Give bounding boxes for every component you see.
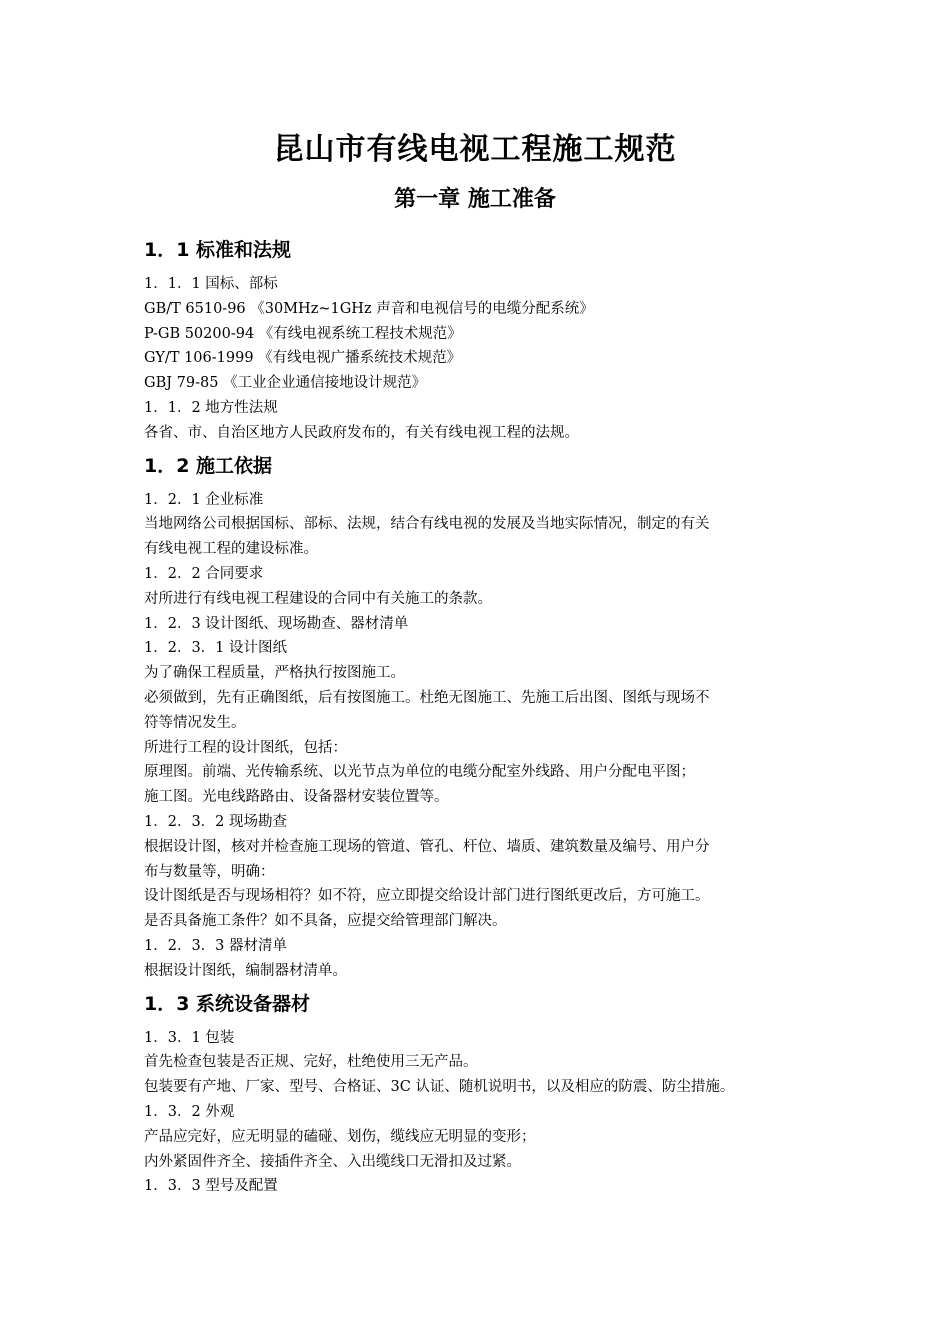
- subsection-heading: 1．2．3．3 器材清单: [144, 937, 288, 954]
- section-1-1: [144, 238, 834, 446]
- paragraph-line: 布与数量等，明确：: [144, 863, 275, 880]
- subsection-heading: 1．1．2 地方性法规: [144, 399, 278, 416]
- chapter-title: 第一章 施工准备: [394, 187, 556, 212]
- paragraph-line: 是否具备施工条件？如不具备，应提交给管理部门解决。: [144, 913, 507, 930]
- standard-item: GB/T 6510-96 《30MHz~1GHz 声音和电视信号的电缆分配系统》: [144, 300, 594, 317]
- paragraph-line: 必须做到，先有正确图纸，后有按图施工。杜绝无图施工、先施工后出图、图纸与现场不: [144, 689, 710, 706]
- paragraph-line: 原理图。前端、光传输系统、以光节点为单位的电缆分配室外线路、用户分配电平图；: [144, 764, 695, 781]
- paragraph-line: 有线电视工程的建设标准。: [144, 541, 318, 558]
- section-heading: 1．3 系统设备器材: [144, 992, 311, 1015]
- paragraph-line: 设计图纸是否与现场相符？如不符，应立即提交给设计部门进行图纸更改后，方可施工。: [144, 888, 710, 905]
- subsection-heading: 1．3．1 包装: [144, 1029, 235, 1046]
- standard-item: GBJ 79-85 《工业企业通信接地设计规范》: [144, 375, 427, 392]
- section-heading: 1．1 标准和法规: [144, 239, 292, 261]
- subsection-heading: 1．1．1 国标、部标: [144, 276, 278, 292]
- standard-item: GY/T 106-1999 《有线电视广播系统技术规范》: [144, 350, 462, 367]
- subsection-heading: 1．3．3 型号及配置: [144, 1178, 278, 1195]
- paragraph-line: 根据设计图纸，编制器材清单。: [144, 962, 347, 979]
- subsection-heading: 1．2．2 合同要求: [144, 565, 264, 582]
- document-body: [144, 230, 834, 1199]
- section-1-3: [144, 992, 834, 1200]
- paragraph-line: 产品应完好，应无明显的磕碰、划伤，缆线应无明显的变形；: [144, 1128, 536, 1145]
- section-1-2: [144, 454, 834, 984]
- paragraph-line: 符等情况发生。: [144, 714, 246, 731]
- paragraph-line: 当地网络公司根据国标、部标、法规，结合有线电视的发展及当地实际情况，制定的有关: [144, 516, 710, 533]
- subsection-heading: 1．2．3．2 现场勘查: [144, 813, 288, 830]
- subsection-heading: 1．2．3．1 设计图纸: [144, 640, 288, 657]
- paragraph-line: 根据设计图，核对并检查施工现场的管道、管孔、杆位、墙质、建筑数量及编号、用户分: [144, 838, 710, 855]
- paragraph-line: 为了确保工程质量，严格执行按图施工。: [144, 665, 405, 682]
- subsection-heading: 1．2．3 设计图纸、现场勘查、器材清单: [144, 615, 409, 632]
- paragraph-line: 包装要有产地、厂家、型号、合格证、3C 认证、随机说明书，以及相应的防震、防尘措施。: [144, 1079, 735, 1096]
- paragraph-line: 首先检查包装是否正规、完好，杜绝使用三无产品。: [144, 1054, 478, 1071]
- standard-item: P-GB 50200-94 《有线电视系统工程技术规范》: [144, 325, 462, 342]
- paragraph-line: 施工图。光电线路路由、设备器材安装位置等。: [144, 789, 449, 806]
- paragraph-line: 对所进行有线电视工程建设的合同中有关施工的条款。: [144, 590, 492, 607]
- subsection-heading: 1．3．2 外观: [144, 1103, 235, 1120]
- paragraph-line: 内外紧固件齐全、接插件齐全、入出缆线口无滑扣及过紧。: [144, 1153, 521, 1170]
- paragraph-line: 所进行工程的设计图纸，包括：: [144, 739, 347, 756]
- document-title: 昆山市有线电视工程施工规范: [273, 132, 677, 167]
- paragraph-line: 各省、市、自治区地方人民政府发布的，有关有线电视工程的法规。: [144, 424, 579, 441]
- section-heading: 1．2 施工依据: [144, 454, 273, 477]
- subsection-heading: 1．2．1 企业标准: [144, 491, 264, 508]
